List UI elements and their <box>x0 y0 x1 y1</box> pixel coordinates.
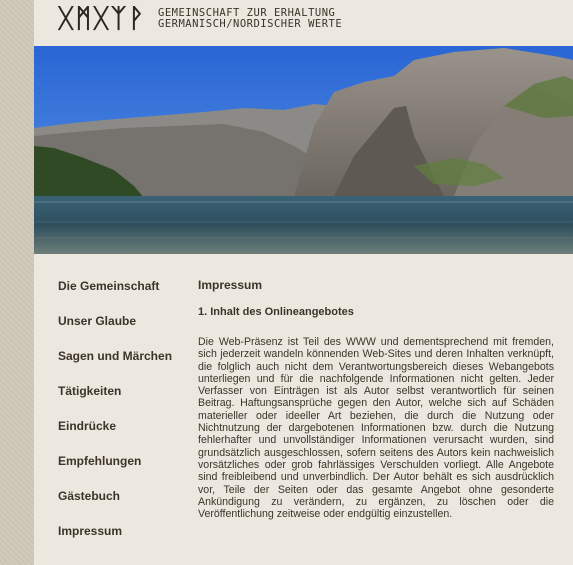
fjord-landscape-illustration <box>34 46 573 254</box>
page-container <box>34 0 573 565</box>
nav-item-sagen-und-maerchen[interactable]: Sagen und Märchen <box>58 349 173 363</box>
nav-item-taetigkeiten[interactable]: Tätigkeiten <box>58 384 122 398</box>
site-header <box>34 0 573 46</box>
nav-item-eindruecke[interactable]: Eindrücke <box>58 419 117 433</box>
body-paragraph: Die Web-Präsenz ist Teil des WWW und dementsprechend mit fremden, sich jederzeit wandeln könnenden Web-Sites und deren Inhalten verknüpft, die folglich auch nicht dem Verantwortungsbereich dieses Webangebots unterliegen und für die nachfolgende Informationen nicht gelten. Jeder Verfasser von Einträgen ist als Autor selbst verantwortlich für seinen Beitrag. Haftungsansprüche gegen den Autor, welche sich auf Schäden materieller oder ideeller Art beziehen, die durch die Nutzung oder Nichtnutzung der dargebotenen Informationen bzw. durch die Nutzung fehlerhafter und unvollständiger Informationen verursacht wurden, sind grundsätzlich ausgeschlossen, sofern seitens des Autors kein nachweislich vorsätzliches oder grob fahrlässiges Verschulden vorliegt. Alle Angebote sind freibleibend und unverbindlich. Der Autor behält es sich ausdrücklich vor, Teile der Seiten oder das gesamte Angebot ohne gesonderte Ankündigung zu verändern, zu ergänzen, zu löschen oder die Veröffentlichung zeitweise oder endgültig einzustellen. <box>198 336 554 521</box>
tagline-line-2: GERMANISCH/NORDISCHER WERTE <box>158 18 343 30</box>
fjord-banner-image <box>34 46 573 254</box>
main-content <box>198 278 554 520</box>
tagline-line-1: GEMEINSCHAFT ZUR ERHALTUNG <box>158 7 336 19</box>
site-tagline <box>158 8 418 30</box>
nav-item-empfehlungen[interactable]: Empfehlungen <box>58 454 142 468</box>
page-title: Impressum <box>198 278 263 292</box>
left-texture-strip <box>0 0 34 565</box>
nav-item-unser-glaube[interactable]: Unser Glaube <box>58 314 137 328</box>
site-logo[interactable]: ᚷᛗᚷᛉᚹ <box>58 4 147 34</box>
section-title: 1. Inhalt des Onlineangebotes <box>198 306 354 318</box>
nav-item-impressum[interactable]: Impressum <box>58 524 123 538</box>
nav-item-gaestebuch[interactable]: Gästebuch <box>58 489 121 503</box>
nav-item-die-gemeinschaft[interactable]: Die Gemeinschaft <box>58 279 160 293</box>
